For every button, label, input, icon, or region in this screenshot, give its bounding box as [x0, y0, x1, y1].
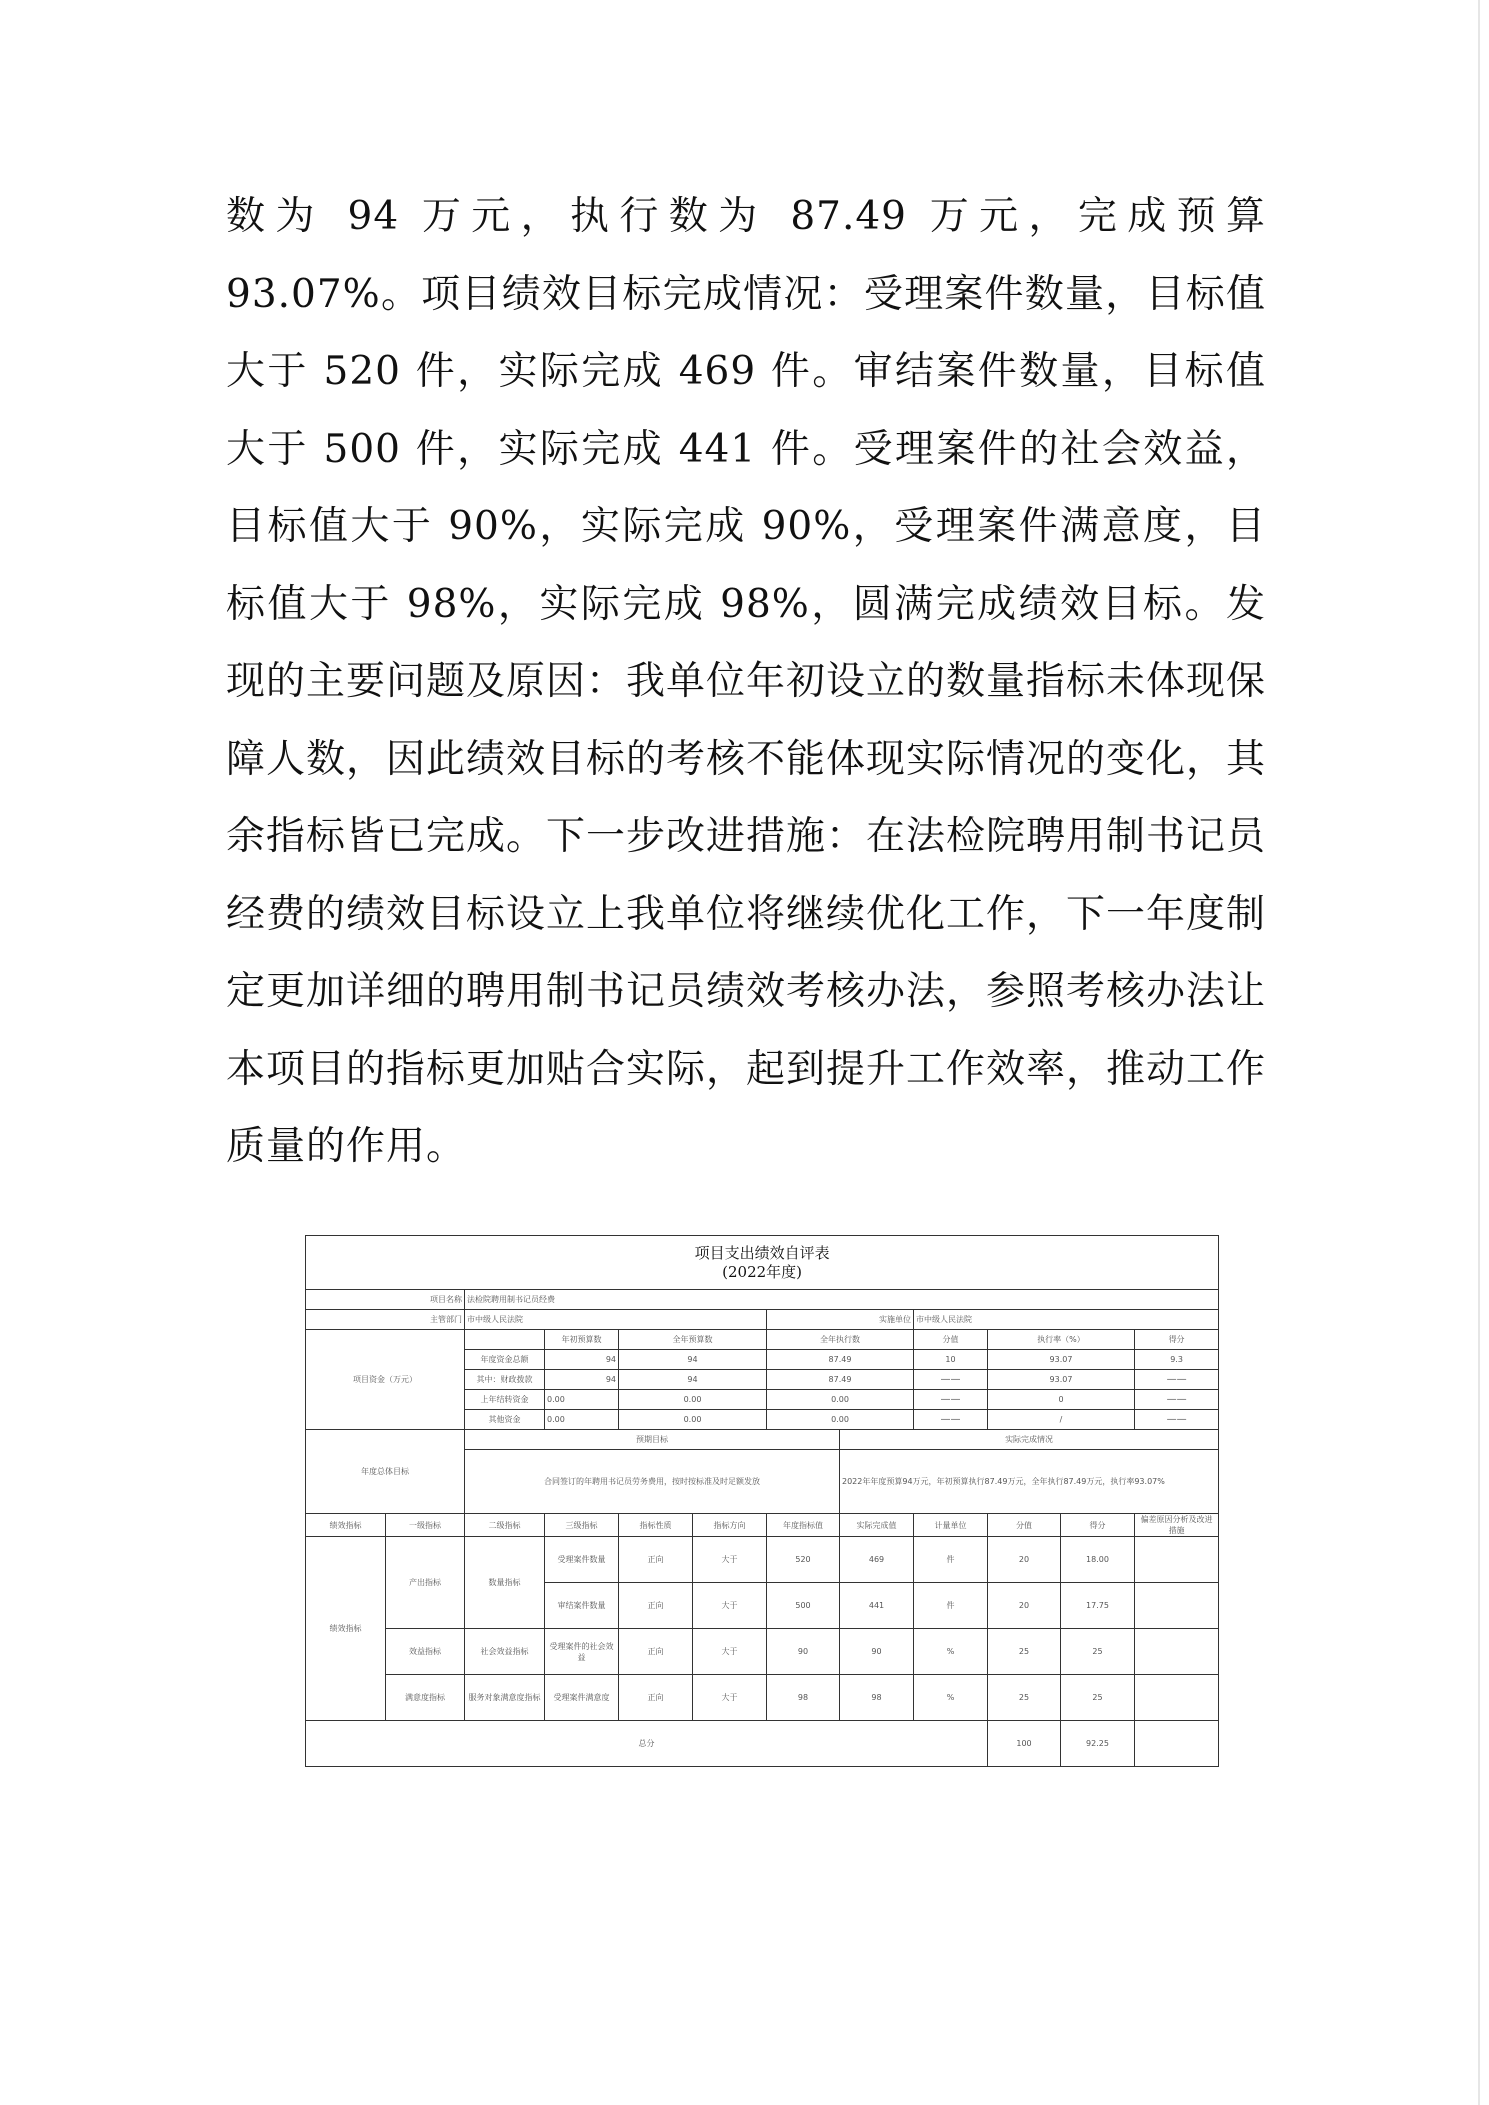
indicator-cell: 520: [767, 1537, 840, 1583]
goals-actual-label: 实际完成情况: [840, 1430, 1219, 1450]
indicator-cell: 20: [988, 1583, 1061, 1629]
indicator-header: 一级指标: [386, 1514, 465, 1537]
indicator-cell: 受理案件满意度: [545, 1675, 619, 1721]
indicator-cell: 大于: [693, 1583, 767, 1629]
funds-cell: 0.00: [545, 1410, 619, 1430]
funds-cell: /: [988, 1410, 1135, 1430]
funds-cell: 94: [619, 1370, 767, 1390]
funds-header: 全年执行数: [767, 1330, 914, 1350]
funds-cell: 94: [545, 1370, 619, 1390]
indicator-cell: 正向: [619, 1537, 693, 1583]
goals-label: 年度总体目标: [306, 1430, 465, 1514]
funds-cell: 0.00: [619, 1410, 767, 1430]
funds-header: 全年预算数: [619, 1330, 767, 1350]
goals-expected-text: 合同签订的年聘用书记员劳务费用，按时按标准及时足额发放: [465, 1450, 840, 1514]
performance-table: [305, 1235, 1219, 1767]
funds-cell: 0.00: [545, 1390, 619, 1410]
indicator-cell: 受理案件的社会效益: [545, 1629, 619, 1675]
indicator-cell: 正向: [619, 1675, 693, 1721]
indicator-header: 绩效指标: [306, 1514, 386, 1537]
indicator-cell: 17.75: [1061, 1583, 1135, 1629]
indicator-cell: 90: [767, 1629, 840, 1675]
funds-cell: 93.07: [988, 1350, 1135, 1370]
output-indicator-label: 产出指标: [386, 1537, 465, 1629]
body-paragraph: 数为 94 万元，执行数为 87.49 万元，完成预算 93.07%。项目绩效目标完成情况：受理案件数量，目标值大于 520 件，实际完成 469 件。审结案件数量，目标值大于 500 件，实际完成 441 件。受理案件的社会效益，目标值大于 90%，实际完成 90%，受理案件满意度，目标值大于 98%，实际完成 98%，圆满完成绩效目标。发现的主要问题及原因：我单位年初设立的数量指标未体现保障人数，因此绩效目标的考核不能体现实际情况的变化，其余指标皆已完成。下一步改进措施：在法检院聘用制书记员经费的绩效目标设立上我单位将继续优化工作，下一年度制定更加详细的聘用制书记员绩效考核办法，参照考核办法让本项目的指标更加贴合实际，起到提升工作效率，推动工作质量的作用。: [226, 194, 1267, 1169]
indicator-cell: 25: [988, 1675, 1061, 1721]
indicator-cell: 98: [840, 1675, 914, 1721]
project-name-value: 法检院聘用制书记员经费: [465, 1290, 1219, 1310]
dept-value: 市中级人民法院: [465, 1310, 767, 1330]
satisfaction-indicator-label: 满意度指标: [386, 1675, 465, 1721]
total-label: 总分: [306, 1721, 988, 1767]
indicator-header: 二级指标: [465, 1514, 545, 1537]
indicator-cell: 98: [767, 1675, 840, 1721]
indicator-cell: 90: [840, 1629, 914, 1675]
indicator-cell: 大于: [693, 1537, 767, 1583]
funds-row-label: 其他资金: [465, 1410, 545, 1430]
indicator-cell: 大于: [693, 1629, 767, 1675]
indicator-cell: 受理案件数量: [545, 1537, 619, 1583]
funds-cell: 0.00: [619, 1390, 767, 1410]
indicator-cell: 正向: [619, 1583, 693, 1629]
indicator-header: 实际完成值: [840, 1514, 914, 1537]
indicator-header: 年度指标值: [767, 1514, 840, 1537]
funds-row-label: 其中：财政拨款: [465, 1370, 545, 1390]
indicator-cell: 20: [988, 1537, 1061, 1583]
indicator-cell: 500: [767, 1583, 840, 1629]
dept-label: 主管部门: [306, 1310, 465, 1330]
indicator-cell: 18.00: [1061, 1537, 1135, 1583]
funds-header: 分值: [914, 1330, 988, 1350]
indicator-cell: %: [914, 1675, 988, 1721]
funds-cell: 94: [545, 1350, 619, 1370]
goals-expected-label: 预期目标: [465, 1430, 840, 1450]
goals-actual-text: 2022年年度预算94万元，年初预算执行87.49万元，全年执行87.49万元，执行率93.07%: [840, 1450, 1219, 1514]
total-got: 92.25: [1061, 1721, 1135, 1767]
total-empty: [1135, 1721, 1219, 1767]
funds-cell: 0: [988, 1390, 1135, 1410]
funds-header: 年初预算数: [545, 1330, 619, 1350]
page-edge: [1478, 0, 1480, 2105]
funds-label: 项目资金（万元）: [306, 1330, 465, 1430]
indicator-cell: 441: [840, 1583, 914, 1629]
funds-cell: 10: [914, 1350, 988, 1370]
indicator-header: 计量单位: [914, 1514, 988, 1537]
funds-cell: ——: [1135, 1410, 1219, 1430]
indicator-cell: 25: [988, 1629, 1061, 1675]
funds-cell: 87.49: [767, 1370, 914, 1390]
funds-cell: ——: [914, 1390, 988, 1410]
indicator-cell-empty: [1135, 1629, 1219, 1675]
funds-cell: 94: [619, 1350, 767, 1370]
indicator-cell: 件: [914, 1583, 988, 1629]
funds-cell: 93.07: [988, 1370, 1135, 1390]
indicator-cell-empty: [1135, 1675, 1219, 1721]
service-indicator-label: 服务对象满意度指标: [465, 1675, 545, 1721]
table-subtitle: (2022年度): [722, 1262, 803, 1281]
table-title-text: 项目支出绩效自评表: [694, 1243, 830, 1262]
funds-cell: ——: [914, 1370, 988, 1390]
social-indicator-label: 社会效益指标: [465, 1629, 545, 1675]
funds-header: 得分: [1135, 1330, 1219, 1350]
indicator-cell: 25: [1061, 1629, 1135, 1675]
indicator-header: 三级指标: [545, 1514, 619, 1537]
project-name-label: 项目名称: [306, 1290, 465, 1310]
funds-cell: ——: [1135, 1370, 1219, 1390]
indicator-cell: 正向: [619, 1629, 693, 1675]
indicator-header: 偏差原因分析及改进措施: [1135, 1514, 1219, 1537]
benefit-indicator-label: 效益指标: [386, 1629, 465, 1675]
funds-cell: 0.00: [767, 1410, 914, 1430]
impl-value: 市中级人民法院: [914, 1310, 1219, 1330]
indicator-header: 分值: [988, 1514, 1061, 1537]
funds-cell: 9.3: [1135, 1350, 1219, 1370]
funds-row-label: 上年结转资金: [465, 1390, 545, 1410]
funds-cell: ——: [1135, 1390, 1219, 1410]
indicator-header: 得分: [1061, 1514, 1135, 1537]
funds-header-blank: [465, 1330, 545, 1350]
indicator-cell: 件: [914, 1537, 988, 1583]
indicator-cell: 25: [1061, 1675, 1135, 1721]
indicator-header: 指标方向: [693, 1514, 767, 1537]
funds-header: 执行率（%）: [988, 1330, 1135, 1350]
funds-row-label: 年度资金总额: [465, 1350, 545, 1370]
table-title: [306, 1236, 1219, 1290]
funds-cell: ——: [914, 1410, 988, 1430]
indicator-cell-empty: [1135, 1583, 1219, 1629]
performance-table-image: [305, 1235, 1218, 1767]
quantity-indicator-label: 数量指标: [465, 1537, 545, 1629]
indicator-cell: 大于: [693, 1675, 767, 1721]
funds-cell: 0.00: [767, 1390, 914, 1410]
indicator-cell: %: [914, 1629, 988, 1675]
impl-label: 实施单位: [767, 1310, 914, 1330]
total-score: 100: [988, 1721, 1061, 1767]
funds-cell: 87.49: [767, 1350, 914, 1370]
indicator-header: 指标性质: [619, 1514, 693, 1537]
indicator-cell: 审结案件数量: [545, 1583, 619, 1629]
perf-indicator-label: 绩效指标: [306, 1537, 386, 1721]
indicator-cell-empty: [1135, 1537, 1219, 1583]
indicator-cell: 469: [840, 1537, 914, 1583]
